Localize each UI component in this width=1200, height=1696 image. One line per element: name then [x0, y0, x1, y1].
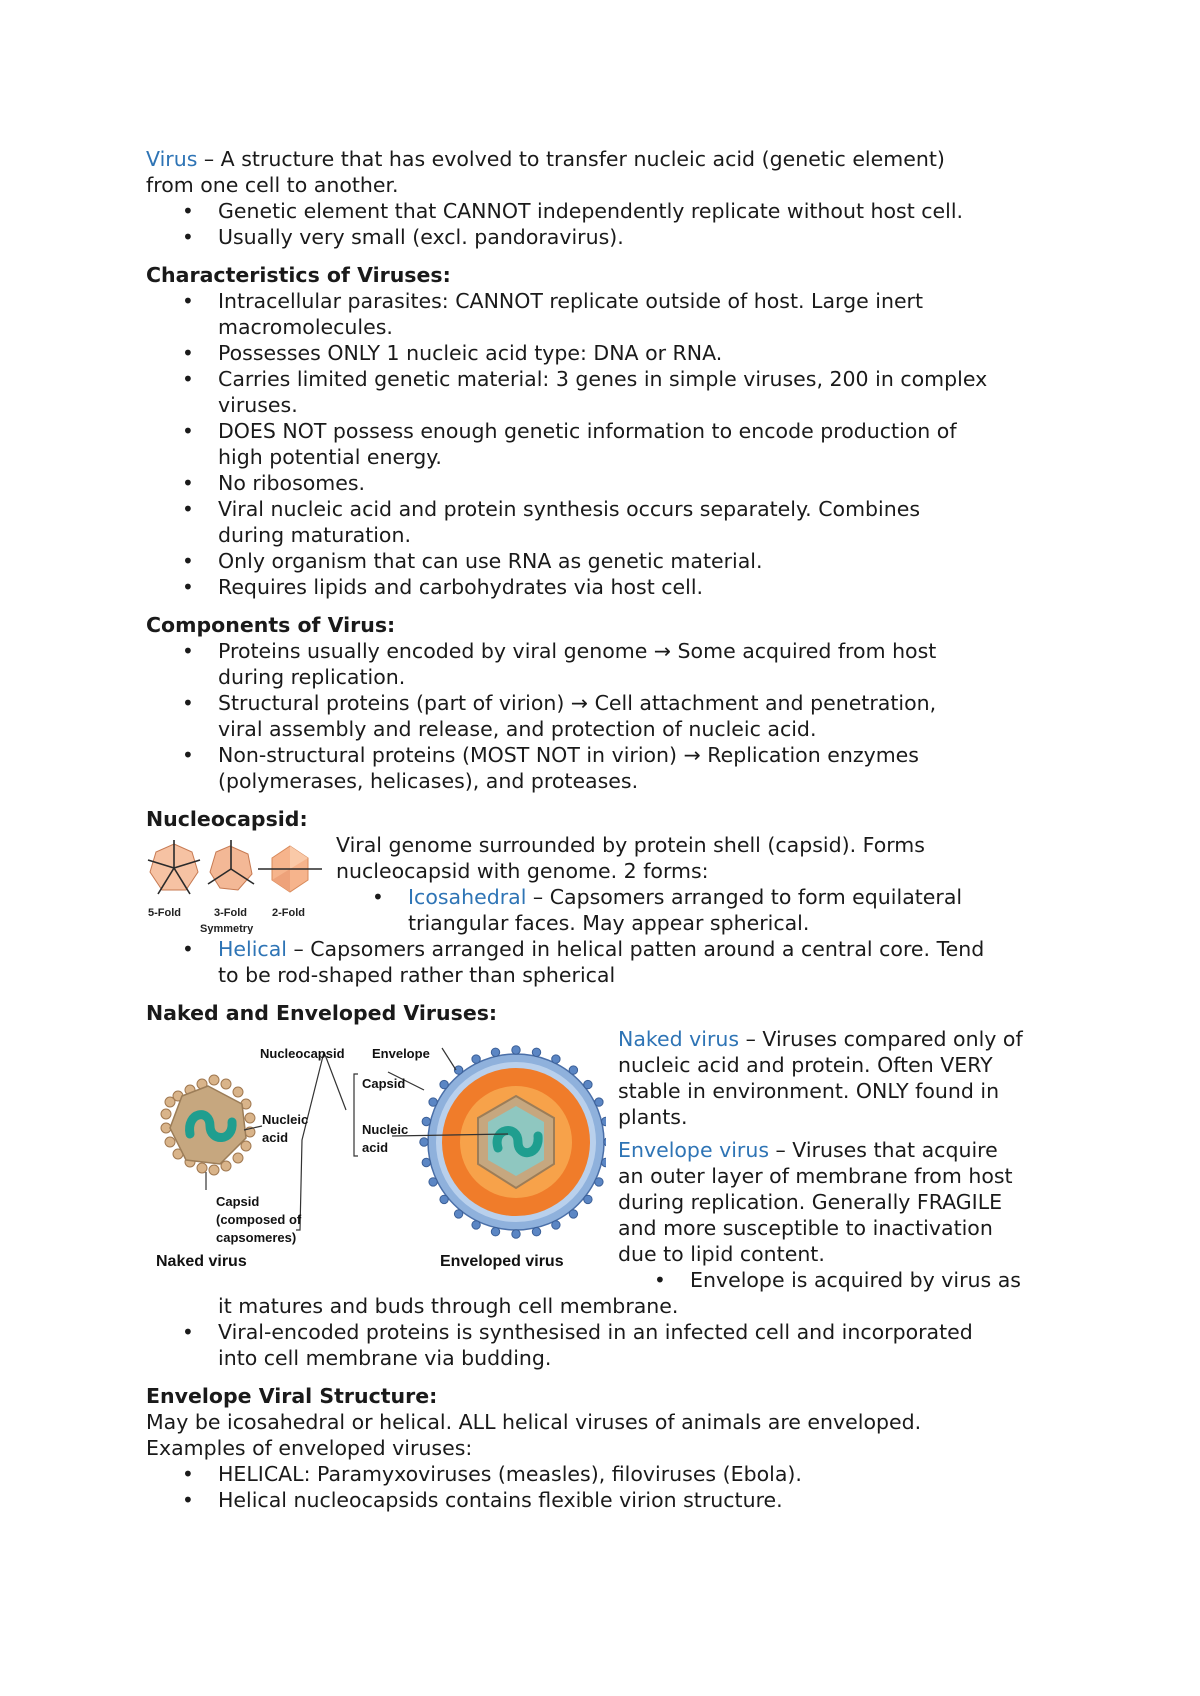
bullet-dot: • — [182, 471, 194, 495]
viral-encoded-line-2: into cell membrane via budding. — [218, 1346, 552, 1370]
intro-bullet-2: Usually very small (excl. pandoravirus). — [218, 225, 624, 249]
envelope-spike — [440, 1195, 448, 1203]
envelope-spike — [422, 1158, 430, 1166]
envelope-spike — [454, 1210, 462, 1218]
virus-term: Virus — [146, 147, 198, 171]
two-fold-label: 2-Fold — [272, 907, 305, 919]
envelope-spike — [512, 1046, 520, 1054]
char-line: Possesses ONLY 1 nucleic acid type: DNA or RNA. — [218, 341, 723, 365]
capsid-composed-label-2: (composed of — [216, 1212, 302, 1227]
bullet-dot: • — [182, 1320, 194, 1344]
five-fold-label: 5-Fold — [148, 907, 181, 919]
bullet-dot: • — [182, 1462, 194, 1486]
naked-virus-line: nucleic acid and protein. Often VERY — [618, 1053, 993, 1077]
naked-enveloped-heading: Naked and Enveloped Viruses: — [146, 1001, 498, 1025]
icosahedral-line-1: Icosahedral – Capsomers arranged to form equilateral — [408, 885, 963, 909]
components-heading: Components of Virus: — [146, 613, 396, 637]
bullet-dot: • — [182, 743, 194, 767]
three-fold-icosahedron-icon — [208, 840, 254, 890]
envelope-spike — [584, 1080, 592, 1088]
envelope-spike — [491, 1048, 499, 1056]
naked-virus-term: Naked virus — [618, 1027, 740, 1051]
viral-encoded-line-1: Viral-encoded proteins is synthesised in an infected cell and incorporated — [218, 1320, 973, 1344]
nucleocapsid-line-1: Viral genome surrounded by protein shell (capsid). Forms — [336, 833, 925, 857]
nucleic-acid-label-2: Nucleic — [362, 1122, 409, 1137]
nucleocapsid-label: Nucleocapsid — [260, 1046, 345, 1061]
enveloped-virus-caption: Enveloped virus — [440, 1253, 564, 1270]
helical-term: Helical — [218, 937, 287, 961]
char-line: Viral nucleic acid and protein synthesis occurs separately. Combines — [218, 497, 921, 521]
envelope-spike — [602, 1117, 607, 1125]
bullet-dot: • — [182, 497, 194, 521]
comp-line: Non-structural proteins (MOST NOT in virion) → Replication enzymes — [218, 743, 919, 767]
naked-virus-line-1: Naked virus – Viruses compared only of — [618, 1027, 1023, 1051]
envelope-spike — [595, 1178, 603, 1186]
enveloped-virus-illustration — [428, 1054, 604, 1230]
comp-line: Structural proteins (part of virion) → Cell attachment and penetration, — [218, 691, 937, 715]
capsid-composed-label-3: capsomeres) — [216, 1230, 297, 1245]
char-line: No ribosomes. — [218, 471, 366, 495]
intro-line-1: Virus – A structure that has evolved to transfer nucleic acid (genetic element) — [146, 147, 945, 171]
naked-virus-line: plants. — [618, 1105, 688, 1129]
icosahedral-term: Icosahedral — [408, 885, 527, 909]
char-line: high potential energy. — [218, 445, 442, 469]
envelope-structure-heading: Envelope Viral Structure: — [146, 1384, 438, 1408]
characteristics-heading: Characteristics of Viruses: — [146, 263, 451, 287]
char-line: during maturation. — [218, 523, 411, 547]
envelope-spike — [512, 1230, 520, 1238]
envelope-spike — [532, 1048, 540, 1056]
envelope-example-1: HELICAL: Paramyxoviruses (measles), filoviruses (Ebola). — [218, 1462, 802, 1486]
bullet-dot: • — [182, 199, 194, 223]
capsid-label: Capsid — [362, 1076, 406, 1091]
envelope-example-2: Helical nucleocapsids contains flexible virion structure. — [218, 1488, 783, 1512]
bullet-dot: • — [654, 1268, 666, 1292]
bullet-dot: • — [182, 367, 194, 391]
char-line: Carries limited genetic material: 3 genes in simple viruses, 200 in complex — [218, 367, 988, 391]
nucleocapsid-heading: Nucleocapsid: — [146, 807, 308, 831]
capsid-composed-label-1: Capsid — [216, 1194, 260, 1209]
bullet-dot: • — [182, 575, 194, 599]
helical-line-2: to be rod-shaped rather than spherical — [218, 963, 616, 987]
intro-bullet-1: Genetic element that CANNOT independently replicate without host cell. — [218, 199, 964, 223]
envelope-structure-line-2: Examples of enveloped viruses: — [146, 1436, 473, 1460]
helical-line-1: Helical – Capsomers arranged in helical patten around a central core. Tend — [218, 937, 985, 961]
envelope-bullet-line-1: Envelope is acquired by virus as — [690, 1268, 1021, 1292]
envelope-spike — [532, 1228, 540, 1236]
envelope-spike — [472, 1055, 480, 1063]
naked-enveloped-figure — [146, 1030, 606, 1270]
envelope-virus-line: due to lipid content. — [618, 1242, 825, 1266]
bullet-dot: • — [182, 341, 194, 365]
envelope-bullet-line-2: it matures and buds through cell membrane. — [218, 1294, 679, 1318]
envelope-virus-line: and more susceptible to inactivation — [618, 1216, 993, 1240]
symmetry-label: Symmetry — [200, 923, 254, 934]
char-line: Intracellular parasites: CANNOT replicate outside of host. Large inert — [218, 289, 924, 313]
envelope-spike — [569, 1066, 577, 1074]
nucleic-acid-label-1: Nucleic — [262, 1112, 309, 1127]
comp-line: Proteins usually encoded by viral genome → Some acquired from host — [218, 639, 937, 663]
naked-virus-illustration — [161, 1075, 255, 1175]
three-fold-label: 3-Fold — [214, 907, 247, 919]
envelope-spike — [440, 1080, 448, 1088]
comp-line: (polymerases, helicases), and proteases. — [218, 769, 639, 793]
envelope-label: Envelope — [372, 1046, 430, 1061]
bullet-dot: • — [372, 885, 384, 909]
envelope-structure-line-1: May be icosahedral or helical. ALL helical viruses of animals are enveloped. — [146, 1410, 922, 1434]
nucleocapsid-line-2: nucleocapsid with genome. 2 forms: — [336, 859, 709, 883]
envelope-virus-term: Envelope virus — [618, 1138, 769, 1162]
naked-virus-line: stable in environment. ONLY found in — [618, 1079, 1000, 1103]
char-line: DOES NOT possess enough genetic information to encode production of — [218, 419, 957, 443]
char-line: Only organism that can use RNA as genetic material. — [218, 549, 763, 573]
icosahedral-line-2: triangular faces. May appear spherical. — [408, 911, 810, 935]
bullet-dot: • — [182, 419, 194, 443]
two-fold-icosahedron-icon — [258, 846, 322, 892]
symmetry-figure — [146, 838, 322, 934]
bullet-dot: • — [182, 549, 194, 573]
envelope-spike — [552, 1221, 560, 1229]
envelope-spike — [422, 1117, 430, 1125]
naked-virus-caption: Naked virus — [156, 1253, 247, 1270]
char-line: viruses. — [218, 393, 298, 417]
char-line: macromolecules. — [218, 315, 393, 339]
bullet-dot: • — [182, 639, 194, 663]
bullet-dot: • — [182, 225, 194, 249]
envelope-spike — [429, 1178, 437, 1186]
acid-label-1: acid — [262, 1130, 289, 1145]
bullet-dot: • — [182, 691, 194, 715]
envelope-spike — [552, 1055, 560, 1063]
envelope-spike — [420, 1138, 428, 1146]
envelope-virus-line: an outer layer of membrane from host — [618, 1164, 1013, 1188]
acid-label-2: acid — [362, 1140, 389, 1155]
comp-line: viral assembly and release, and protection of nucleic acid. — [218, 717, 817, 741]
bullet-dot: • — [182, 1488, 194, 1512]
envelope-spike — [595, 1098, 603, 1106]
envelope-spike — [569, 1210, 577, 1218]
envelope-spike — [491, 1228, 499, 1236]
envelope-spike — [584, 1195, 592, 1203]
envelope-spike — [472, 1221, 480, 1229]
envelope-virus-line-1: Envelope virus – Viruses that acquire — [618, 1138, 998, 1162]
envelope-spike — [602, 1158, 607, 1166]
bullet-dot: • — [182, 289, 194, 313]
five-fold-icosahedron-icon — [148, 840, 200, 894]
envelope-spike — [429, 1098, 437, 1106]
char-line: Requires lipids and carbohydrates via host cell. — [218, 575, 704, 599]
intro-line-2: from one cell to another. — [146, 173, 399, 197]
comp-line: during replication. — [218, 665, 406, 689]
envelope-virus-line: during replication. Generally FRAGILE — [618, 1190, 1003, 1214]
bullet-dot: • — [182, 937, 194, 961]
